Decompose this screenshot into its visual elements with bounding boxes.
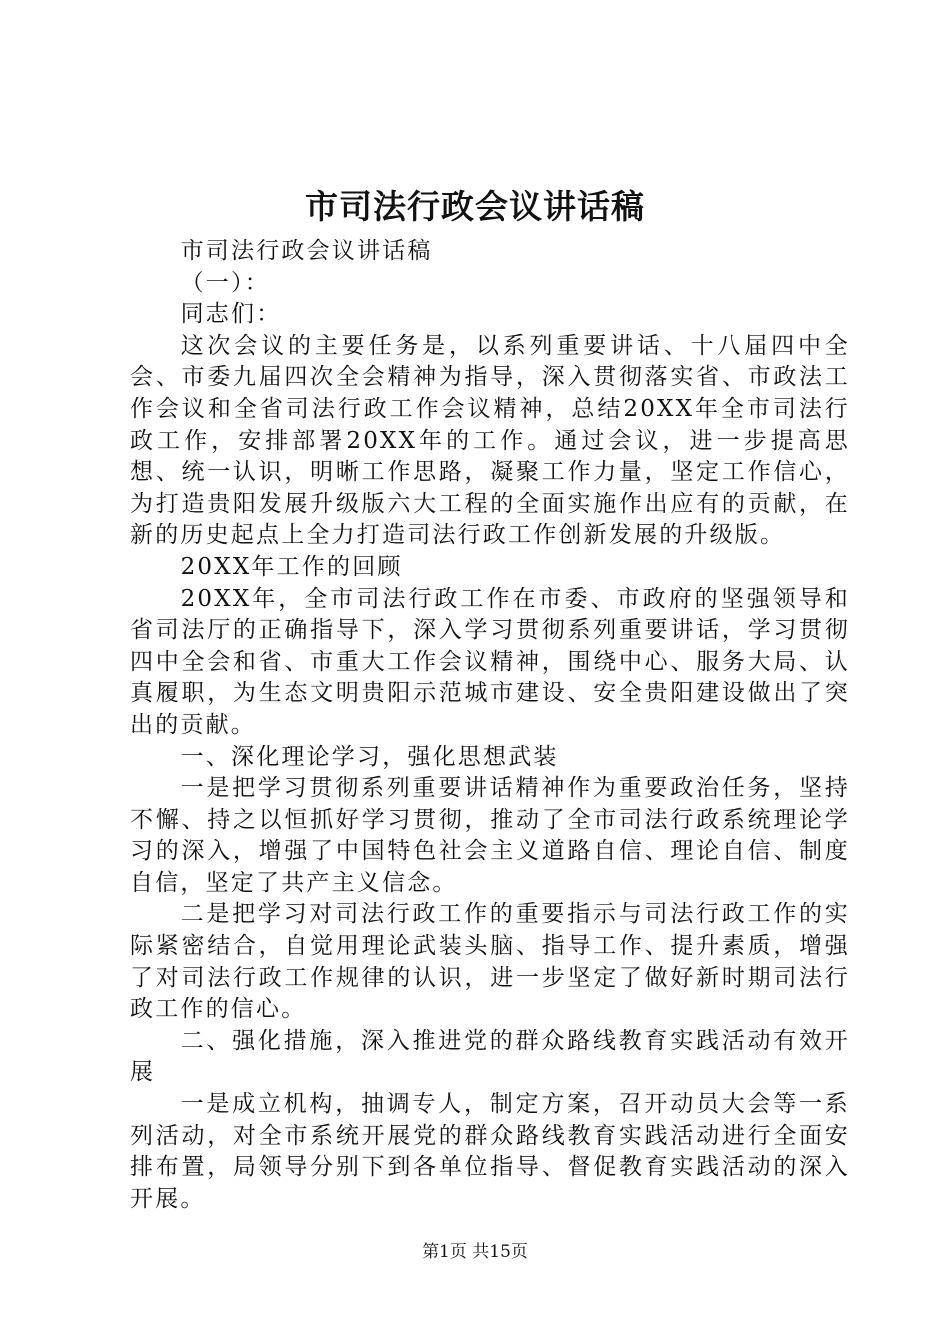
paragraph-heading-2: 二、强化措施，深入推进党的群众路线教育实践活动有效开展	[130, 1027, 850, 1086]
paragraph-salutation: 同志们：	[180, 301, 282, 328]
paragraph-point-1-1: 一是把学习贯彻系列重要讲话精神作为重要政治任务，坚持不懈、持之以恒抓好学习贯彻，推动了全市司法行政系统理论学习的深入，增强了中国特色社会主义道路自信、理论自信、制度自信，坚定了共产主义信念。	[130, 775, 850, 896]
page-footer: 第1页 共15页	[422, 1242, 528, 1262]
document-title: 市司法行政会议讲话稿	[305, 187, 645, 226]
paragraph-subtitle: 市司法行政会议讲话稿	[180, 238, 433, 264]
paragraph-review-summary: 20XX年，全市司法行政工作在市委、市政府的坚强领导和省司法厅的正确指导下，深入学习贯彻系列重要讲话，学习贯彻四中全会和省、市重大工作会议精神，围绕中心、服务大局、认真履职，为生态文明贵阳示范城市建设、安全贵阳建设做出了突出的贡献。	[130, 585, 850, 738]
paragraph-review-heading: 20XX年工作的回顾	[180, 553, 403, 580]
paragraph-point-2-1: 一是成立机构，抽调专人，制定方案，召开动员大会等一系列活动，对全市系统开展党的群众路线教育实践活动进行全面安排布置，局领导分别下到各单位指导、督促教育实践活动的深入开展。	[130, 1091, 850, 1212]
document-body	[130, 236, 850, 1215]
paragraph-intro: 这次会议的主要任务是，以系列重要讲话、十八届四中全会、市委九届四次全会精神为指导，深入贯彻落实省、市政法工作会议和全省司法行政工作会议精神，总结20XX年全市司法行政工作，安排部署20XX年的工作。通过会议，进一步提高思想、统一认识，明晰工作思路，凝聚工作力量，坚定工作信心，为打造贵阳发展升级版六大工程的全面实施作出应有的贡献，在新的历史起点上全力打造司法行政工作创新发展的升级版。	[130, 332, 850, 549]
paragraph-point-1-2: 二是把学习对司法行政工作的重要指示与司法行政工作的实际紧密结合，自觉用理论武装头脑、指导工作、提升素质，增强了对司法行政工作规律的认识，进一步坚定了做好新时期司法行政工作的信心。	[130, 901, 850, 1023]
paragraph-section-marker: （一）：	[180, 269, 270, 296]
paragraph-heading-1: 一、深化理论学习，强化思想武装	[180, 743, 559, 770]
